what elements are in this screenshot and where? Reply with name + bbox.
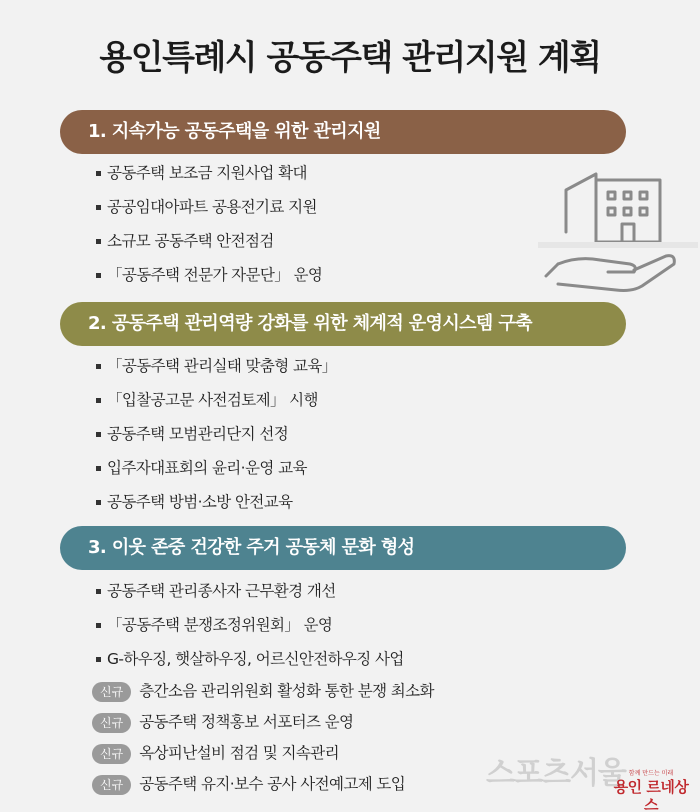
list-item-text: 공동주택 유지·보수 공사 사전예고제 도입 bbox=[139, 775, 406, 793]
logo-name: 용인 르네상스 bbox=[613, 778, 689, 812]
list-item-text: 공공임대아파트 공용전기료 지원 bbox=[107, 198, 317, 216]
list-item-text: 옥상피난설비 점검 및 지속관리 bbox=[139, 744, 340, 762]
list-item-text: 공동주택 보조금 지원사업 확대 bbox=[107, 164, 307, 182]
list-item-text: 소규모 공동주택 안전점검 bbox=[107, 232, 274, 250]
building-on-hand-icon bbox=[538, 160, 698, 300]
section-list-2 bbox=[96, 349, 337, 519]
list-item bbox=[96, 608, 434, 642]
list-item-text: 「입찰공고문 사전검토제」 시행 bbox=[107, 391, 318, 409]
list-item-text: 「공동주택 전문가 자문단」 운영 bbox=[107, 266, 323, 284]
list-item bbox=[96, 451, 337, 485]
new-list-item bbox=[92, 707, 434, 738]
list-item-text: 공동주택 모범관리단지 선정 bbox=[107, 425, 289, 443]
bullet-icon bbox=[96, 466, 101, 471]
bullet-icon bbox=[96, 205, 101, 210]
list-item bbox=[96, 574, 434, 608]
section-heading-2: 2. 공동주택 관리역량 강화를 위한 체계적 운영시스템 구축 bbox=[60, 302, 626, 346]
list-item bbox=[96, 485, 337, 519]
list-item bbox=[96, 224, 322, 258]
section-heading-3: 3. 이웃 존중 건강한 주거 공동체 문화 형성 bbox=[60, 526, 626, 570]
page-title: 용인특례시 공동주택 관리지원 계획 bbox=[99, 38, 601, 78]
bullet-icon bbox=[96, 273, 101, 278]
list-item-text: 공동주택 정책홍보 서포터즈 운영 bbox=[139, 713, 354, 731]
list-item-text: 입주자대표회의 윤리·운영 교육 bbox=[107, 459, 307, 477]
new-badge: 신규 bbox=[92, 713, 131, 733]
bullet-icon bbox=[96, 657, 101, 662]
bullet-icon bbox=[96, 364, 101, 369]
new-list-item bbox=[92, 769, 434, 800]
list-item bbox=[96, 190, 322, 224]
city-logo bbox=[608, 770, 694, 812]
list-item bbox=[96, 417, 337, 451]
watermark: 스포츠서울 bbox=[486, 756, 626, 791]
list-item bbox=[96, 383, 337, 417]
list-item-text: 공동주택 방범·소방 안전교육 bbox=[107, 493, 293, 511]
section-heading-1: 1. 지속가능 공동주택을 위한 관리지원 bbox=[60, 110, 626, 154]
new-list-item bbox=[92, 738, 434, 769]
list-item-text: G-하우징, 햇살하우징, 어르신안전하우징 사업 bbox=[107, 650, 404, 668]
list-item bbox=[96, 349, 337, 383]
section-list-1 bbox=[96, 156, 322, 292]
section-list-3 bbox=[96, 574, 434, 800]
list-item-text: 층간소음 관리위원회 활성화 통한 분쟁 최소화 bbox=[139, 682, 434, 700]
list-item bbox=[96, 258, 322, 292]
list-item-text: 공동주택 관리종사자 근무환경 개선 bbox=[107, 582, 336, 600]
new-badge: 신규 bbox=[92, 775, 131, 795]
list-item-text: 「공동주택 분쟁조정위원회」 운영 bbox=[107, 616, 333, 634]
bullet-icon bbox=[96, 500, 101, 505]
bullet-icon bbox=[96, 589, 101, 594]
new-badge: 신규 bbox=[92, 744, 131, 764]
list-item-text: 「공동주택 관리실태 맞춤형 교육」 bbox=[107, 357, 337, 375]
bullet-icon bbox=[96, 239, 101, 244]
list-item bbox=[96, 156, 322, 190]
bullet-icon bbox=[96, 398, 101, 403]
logo-tagline: 함께 만드는 미래 bbox=[628, 770, 674, 777]
bullet-icon bbox=[96, 432, 101, 437]
list-item bbox=[96, 642, 434, 676]
new-badge: 신규 bbox=[92, 682, 131, 702]
bullet-icon bbox=[96, 623, 101, 628]
new-list-item bbox=[92, 676, 434, 707]
bullet-icon bbox=[96, 171, 101, 176]
